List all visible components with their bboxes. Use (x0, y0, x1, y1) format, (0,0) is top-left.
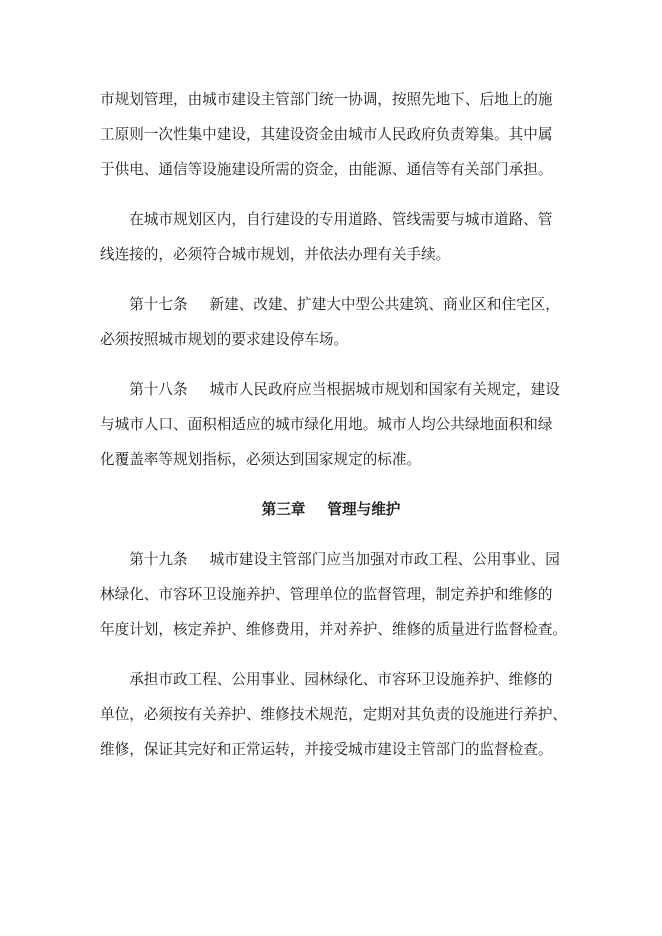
paragraph-private-roads (100, 202, 562, 272)
article-17 (100, 287, 562, 357)
chapter-number: 第三章 (261, 501, 306, 518)
text-line: 市规划管理，由城市建设主管部门统一协调，按照先地下、后地上的施 (100, 91, 553, 108)
text-line (100, 372, 562, 407)
article-number: 第十七条 (129, 296, 188, 313)
text-line: 林绿化、市容环卫设施养护、管理单位的监督管理，制定养护和维修的 (100, 586, 553, 603)
text-line: 工原则一次性集中建设，其建设资金由城市人民政府负责筹集。其中属 (100, 126, 553, 143)
article-text: 城市人民政府应当根据城市规划和国家有关规定，建设 (209, 381, 560, 398)
article-18 (100, 372, 562, 477)
article-19 (100, 542, 568, 647)
article-text: 城市建设主管部门应当加强对市政工程、公用事业、园 (209, 551, 560, 568)
chapter-heading (100, 492, 562, 527)
article-number: 第十八条 (129, 381, 188, 398)
text-line: 单位，必须按有关养护、维修技术规范，定期对其负责的设施进行养护、 (100, 706, 568, 723)
text-line (100, 287, 562, 322)
text-line: 承担市政工程、公用事业、园林绿化、市容环卫设施养护、维修的 (129, 671, 553, 688)
text-line: 年度计划，核定养护、维修费用，并对养护、维修的质量进行监督检查。 (100, 621, 568, 638)
text-line (100, 542, 562, 577)
paragraph-maintenance-units (100, 662, 568, 767)
text-line: 维修，保证其完好和正常运转，并接受城市建设主管部门的监督检查。 (100, 741, 553, 758)
text-line: 线连接的，必须符合城市规划，并依法办理有关手续。 (100, 246, 451, 263)
text-line: 与城市人口、面积相适应的城市绿化用地。城市人均公共绿地面积和绿 (100, 416, 553, 433)
text-line: 必须按照城市规划的要求建设停车场。 (100, 331, 349, 348)
text-line: 于供电、通信等设施建设所需的资金，由能源、通信等有关部门承担。 (100, 161, 553, 178)
document-page (100, 82, 568, 767)
text-line: 化覆盖率等规划指标，必须达到国家规定的标准。 (100, 451, 422, 468)
paragraph-continuation (100, 82, 562, 187)
article-number: 第十九条 (129, 551, 188, 568)
text-line: 在城市规划区内，自行建设的专用道路、管线需要与城市道路、管 (129, 211, 553, 228)
article-text: 新建、改建、扩建大中型公共建筑、商业区和住宅区， (209, 296, 560, 313)
chapter-title: 管理与维护 (327, 501, 401, 518)
